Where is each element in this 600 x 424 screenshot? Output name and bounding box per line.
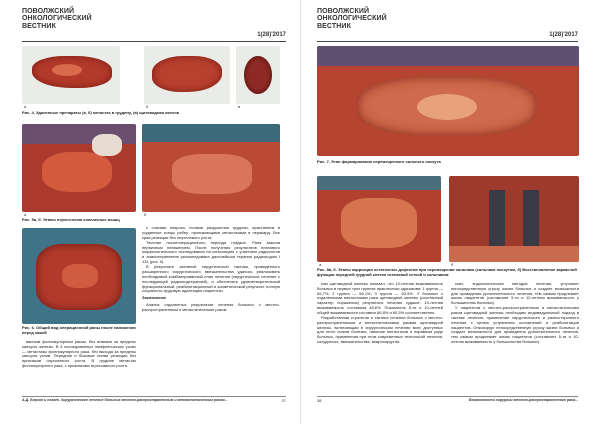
header-rule [317, 41, 578, 42]
right-column-1 [317, 282, 443, 345]
fig4-photo-a [22, 46, 120, 104]
journal-title [317, 8, 387, 30]
fig6-caption: Рис. 6. Общий вид операционной раны после наложения перед кожей [22, 325, 136, 335]
footer-rule [22, 396, 286, 397]
fig8-photo-b [449, 176, 579, 262]
fig4-photo-v [236, 46, 280, 104]
footer-rule [317, 396, 578, 397]
fig4-caption: Рис. 4. Удаленные препараты (а, б) метастаз в грудину, (в) щитовидная железа [22, 110, 179, 115]
section-heading: Заключение [142, 295, 167, 301]
paragraph: ских, эндоскопических методов лечения, устраняет непосредственную угрозу жизни больных и создает возможности для проведения дополнительного лечения, тем самым продлевает жизнь пациентов (составляет 5-ти и 10-летняя выживаемость у большинства больных). [451, 281, 579, 306]
page-number: 37 [281, 398, 286, 403]
fig6-photo [22, 228, 136, 324]
paragraph: Анализ отдаленных результатов лечения больных с местно-распространенным и метастатическим раком [142, 301, 280, 312]
left-column-2 [142, 226, 280, 313]
paragraph: ком щитовидной железы показал, что 10-летняя выживаемость больных в первых трех группах практически одинакова: 1 группа — 65,7%; 2 группа — 66,1%; 3 группа — 63,9%. У больных с отдаленными метастазами рака щитовидной железы (сочетанный характер поражения) результаты лечения худшие. 10-летняя выживаемость составила 48,6%. Показатель 5-ти и 10-летней общей выживаемости составил 66,8% и 60,5% соответственно. [317, 281, 443, 315]
paragraph: Течение послеоперационного периода гладкое. Рана зажила первичным натяжением. После получения результатов планового морфологического исследования на консилиуме с участием радиологов и химиотерапевтов рекомендована дальнейшая терапия радиоиодом I 131 (рис. 9). [142, 239, 280, 265]
fig5-caption: Рис. 5а, б. Этапы пересечения ключичных мышц [22, 217, 120, 222]
fig5-label-a: а [24, 212, 27, 217]
header-rule [22, 41, 286, 42]
journal-line-1: ПОВОЛЖСКИЙ [22, 8, 75, 15]
right-page [300, 0, 600, 424]
journal-line-3: ВЕСТНИК [22, 22, 56, 30]
fig5-photo-a [22, 124, 136, 212]
paragraph: ванным фолликулярным раком, без инвазии за пределы капсулы железы. В 4 исследованных лимфатических узлах — метастазы фолликулярного рака, без выхода за пределы капсулы узлов. Передние и боковые линии резекции без признаков опухолевого роста. В грудине метастаз фолликулярного рака, с признаками агрессивного роста. [22, 339, 136, 368]
fig8-label-a: а [319, 262, 322, 267]
fig4-label-b: б [146, 104, 149, 109]
page-number: 38 [317, 398, 322, 403]
paragraph: У пациентов с местно-распространенным и метастатическим раком щитовидной железы необходим индивидуальный подход в тактике лечения, применение хирургического и разностороннего лечения с целью устранения осложнений и реабилитации пациентов. Онкохирург непосредственную угрозу жизни больных и создает возможности для проведения дополнительного лечения, тем самым продлевает жизнь пациентов (составляет 5-ти и 10-летняя выживаемость у большинства больных). [451, 305, 579, 345]
journal-line-1: ПОВОЛЖСКИЙ [317, 8, 370, 15]
issue-number: 1(28)'2017 [257, 32, 286, 38]
journal-line-3: ВЕСТНИК [317, 22, 351, 30]
fig5-photo-b [142, 124, 280, 212]
running-footer: Возможности хирургии местно-распространенного рака... [469, 398, 578, 402]
right-column-2 [451, 282, 579, 345]
fig8-caption: Рис. 8а, б. Этапы коррекции остаточных дефектов при перемещении сальника (сальника лоскутом, б) Восстановление каркасной функции передней грудной клетки титановой сеткой и сальником [317, 267, 577, 277]
fig5-label-b: б [144, 212, 147, 217]
issue-number: 1(28)'2017 [549, 32, 578, 38]
paragraph: Разработанная стратегия и тактика лечения больных с местно-распространенными и метастатическими раками щитовидной железы, включающая в хирургическом лечении всех доступных для этого очагов болезни, наличие метастазов и наравном ряде больных, применения при этом современных технологий лечения, сосудистых, вмешательства, микрохирургии. [317, 315, 443, 345]
fig8-label-b: б [451, 262, 454, 267]
journal-line-2: ОНКОЛОГИЧЕСКИЙ [22, 15, 92, 23]
left-column-1 [22, 340, 136, 369]
running-footer: А.Д. Берзин и соавт. Хирургическое лечение больных местно-распространенным и метастатическим раком... [22, 398, 228, 402]
fig4-label-a: а [24, 104, 27, 109]
paragraph: с очагами некроза, полями разрушения грудины, врастанием в грудинные концы ребер, проникающими метастазами в перикард. Все края резекции без опухолевого роста. [142, 225, 280, 240]
fig7-photo [317, 46, 579, 156]
fig4-label-v: в [238, 104, 241, 109]
fig4-photo-b [144, 46, 230, 104]
journal-line-2: ОНКОЛОГИЧЕСКИЙ [317, 15, 387, 23]
fig7-caption: Рис. 7. Этап формирования перемещенного сального лоскута [317, 159, 441, 164]
paragraph: В результате активной хирургической тактики, проведенного расширенного хирургического вмешательства удалось реализовать необходимый комбинированный план лечения (хирургическое лечение с последующей радиоиодтерапией), и обеспечить удовлетворительный функциональный, реабилитационный и косметический результат, полную социально-трудовую адаптацию пациентки. [142, 264, 280, 294]
fig8-photo-a [317, 176, 441, 262]
journal-title [22, 8, 92, 30]
